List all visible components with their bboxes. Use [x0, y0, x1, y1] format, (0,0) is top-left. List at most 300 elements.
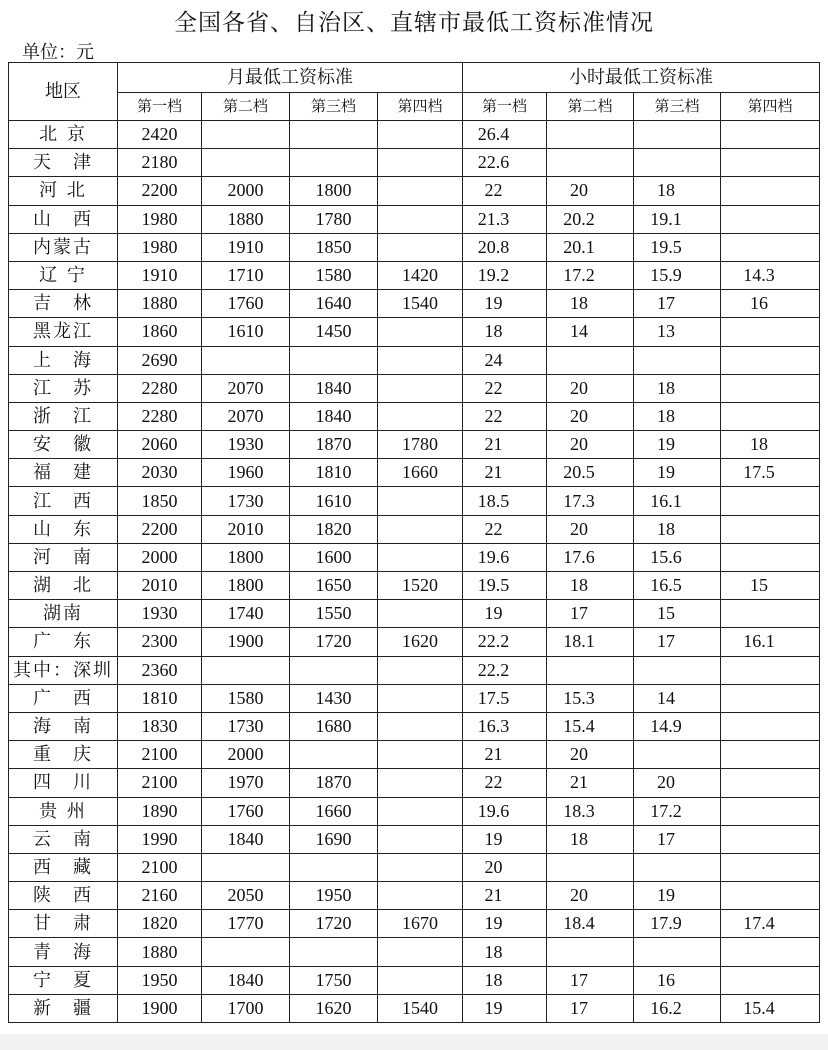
hourly-tier-2-cell: 18 — [547, 290, 634, 318]
hourly-tier-4-cell: 16 — [721, 290, 820, 318]
monthly-tier-3-cell: 1950 — [290, 882, 378, 910]
hourly-tier-3-cell: 19 — [634, 431, 721, 459]
table-row — [9, 543, 820, 571]
monthly-tier-3-cell: 1840 — [290, 374, 378, 402]
monthly-tier-2-cell: 1770 — [202, 910, 290, 938]
monthly-tier-4-cell: 1520 — [378, 572, 463, 600]
monthly-tier-1-cell: 1980 — [118, 205, 202, 233]
monthly-tier-1-cell: 2420 — [118, 121, 202, 149]
region-cell: 贵 州 — [9, 797, 118, 825]
monthly-tier-3-cell — [290, 853, 378, 881]
region-cell: 湖 北 — [9, 572, 118, 600]
monthly-tier-4-cell: 1540 — [378, 994, 463, 1022]
hourly-tier-3-cell — [634, 121, 721, 149]
monthly-tier-2-cell: 2070 — [202, 402, 290, 430]
hourly-tier-2-cell: 20 — [547, 177, 634, 205]
monthly-tier-2-cell: 2050 — [202, 882, 290, 910]
monthly-tier-3-cell: 1800 — [290, 177, 378, 205]
hourly-tier-3-cell — [634, 741, 721, 769]
monthly-tier-1-cell: 2010 — [118, 572, 202, 600]
monthly-tier-2-cell: 1910 — [202, 233, 290, 261]
monthly-tier-3-header: 第三档 — [290, 93, 378, 121]
table-row — [9, 853, 820, 881]
table-row — [9, 572, 820, 600]
region-cell: 北 京 — [9, 121, 118, 149]
hourly-tier-2-cell: 20 — [547, 402, 634, 430]
hourly-tier-4-cell — [721, 656, 820, 684]
hourly-tier-3-cell: 18 — [634, 402, 721, 430]
table-row — [9, 628, 820, 656]
hourly-tier-1-cell: 19 — [463, 910, 547, 938]
hourly-tier-4-cell: 14.3 — [721, 261, 820, 289]
hourly-tier-3-cell: 19 — [634, 882, 721, 910]
hourly-tier-4-cell — [721, 966, 820, 994]
monthly-tier-3-cell: 1610 — [290, 487, 378, 515]
monthly-tier-2-cell — [202, 149, 290, 177]
monthly-tier-2-cell: 1970 — [202, 769, 290, 797]
table-row — [9, 346, 820, 374]
hourly-tier-1-cell: 26.4 — [463, 121, 547, 149]
hourly-tier-4-cell: 15.4 — [721, 994, 820, 1022]
table-row — [9, 656, 820, 684]
hourly-tier-3-cell: 17 — [634, 290, 721, 318]
monthly-tier-1-cell: 1860 — [118, 318, 202, 346]
hourly-tier-1-cell: 16.3 — [463, 712, 547, 740]
monthly-tier-3-cell: 1640 — [290, 290, 378, 318]
monthly-tier-3-cell: 1720 — [290, 628, 378, 656]
table-row — [9, 233, 820, 261]
monthly-tier-4-cell: 1660 — [378, 459, 463, 487]
hourly-tier-3-cell: 17.9 — [634, 910, 721, 938]
hourly-tier-2-cell: 17.2 — [547, 261, 634, 289]
hourly-tier-3-cell: 18 — [634, 374, 721, 402]
hourly-tier-1-cell: 19 — [463, 600, 547, 628]
monthly-tier-3-cell: 1680 — [290, 712, 378, 740]
monthly-tier-3-cell — [290, 149, 378, 177]
hourly-tier-3-cell: 17 — [634, 628, 721, 656]
hourly-tier-4-cell — [721, 938, 820, 966]
monthly-tier-3-cell: 1650 — [290, 572, 378, 600]
hourly-tier-2-cell — [547, 853, 634, 881]
hourly-tier-2-cell: 17.6 — [547, 543, 634, 571]
hourly-tier-3-cell: 16.5 — [634, 572, 721, 600]
hourly-tier-1-cell: 19.5 — [463, 572, 547, 600]
table-row — [9, 459, 820, 487]
monthly-tier-2-cell: 1710 — [202, 261, 290, 289]
monthly-tier-2-cell: 1800 — [202, 543, 290, 571]
hourly-tier-2-cell: 20.5 — [547, 459, 634, 487]
hourly-tier-3-cell: 18 — [634, 177, 721, 205]
monthly-tier-4-cell — [378, 853, 463, 881]
monthly-tier-3-cell: 1600 — [290, 543, 378, 571]
hourly-tier-4-cell — [721, 177, 820, 205]
monthly-tier-4-cell — [378, 656, 463, 684]
monthly-tier-4-cell — [378, 712, 463, 740]
minimum-wage-table — [8, 62, 820, 1023]
hourly-tier-2-cell: 17 — [547, 994, 634, 1022]
table-row — [9, 994, 820, 1022]
hourly-tier-1-cell: 19.6 — [463, 543, 547, 571]
monthly-tier-1-header: 第一档 — [118, 93, 202, 121]
region-cell: 辽 宁 — [9, 261, 118, 289]
monthly-tier-1-cell: 2280 — [118, 374, 202, 402]
hourly-tier-4-cell — [721, 346, 820, 374]
hourly-tier-2-cell: 20 — [547, 741, 634, 769]
hourly-tier-1-cell: 22.6 — [463, 149, 547, 177]
hourly-tier-3-cell: 15 — [634, 600, 721, 628]
region-cell: 安 徽 — [9, 431, 118, 459]
table-row — [9, 261, 820, 289]
monthly-tier-1-cell: 1980 — [118, 233, 202, 261]
hourly-tier-3-cell: 20 — [634, 769, 721, 797]
monthly-tier-1-cell: 1910 — [118, 261, 202, 289]
hourly-tier-3-cell: 19 — [634, 459, 721, 487]
table-row — [9, 431, 820, 459]
monthly-tier-2-cell: 1800 — [202, 572, 290, 600]
region-cell: 重 庆 — [9, 741, 118, 769]
hourly-tier-2-cell — [547, 938, 634, 966]
monthly-tier-1-cell: 2030 — [118, 459, 202, 487]
monthly-tier-4-cell — [378, 797, 463, 825]
hourly-tier-1-cell: 21 — [463, 459, 547, 487]
hourly-tier-1-cell: 22.2 — [463, 656, 547, 684]
monthly-tier-2-cell: 1730 — [202, 487, 290, 515]
hourly-header: 小时最低工资标准 — [463, 63, 820, 93]
monthly-tier-1-cell: 2200 — [118, 177, 202, 205]
region-cell: 西 藏 — [9, 853, 118, 881]
hourly-tier-2-cell — [547, 121, 634, 149]
monthly-tier-2-cell — [202, 853, 290, 881]
monthly-tier-4-cell — [378, 177, 463, 205]
hourly-tier-4-cell — [721, 515, 820, 543]
hourly-tier-3-cell: 14 — [634, 684, 721, 712]
hourly-tier-2-cell: 20 — [547, 374, 634, 402]
hourly-tier-4-header: 第四档 — [721, 93, 820, 121]
monthly-tier-3-cell: 1660 — [290, 797, 378, 825]
monthly-tier-4-cell — [378, 543, 463, 571]
region-cell: 其中：深圳 — [9, 656, 118, 684]
monthly-tier-2-cell: 1760 — [202, 290, 290, 318]
hourly-tier-2-cell: 18.4 — [547, 910, 634, 938]
monthly-tier-3-cell: 1820 — [290, 515, 378, 543]
monthly-tier-4-cell — [378, 825, 463, 853]
hourly-tier-4-cell — [721, 233, 820, 261]
monthly-tier-3-cell — [290, 741, 378, 769]
region-cell: 广 东 — [9, 628, 118, 656]
monthly-tier-4-cell — [378, 233, 463, 261]
hourly-tier-4-cell — [721, 882, 820, 910]
hourly-tier-2-cell: 15.3 — [547, 684, 634, 712]
monthly-tier-3-cell — [290, 938, 378, 966]
hourly-tier-3-cell: 15.9 — [634, 261, 721, 289]
hourly-tier-4-cell — [721, 543, 820, 571]
region-cell: 山 东 — [9, 515, 118, 543]
monthly-tier-2-cell: 2010 — [202, 515, 290, 543]
hourly-tier-4-cell — [721, 487, 820, 515]
monthly-tier-2-cell — [202, 938, 290, 966]
bottom-bar — [0, 1034, 828, 1050]
table-row — [9, 149, 820, 177]
table-row — [9, 684, 820, 712]
hourly-tier-2-cell: 20 — [547, 515, 634, 543]
region-cell: 内蒙古 — [9, 233, 118, 261]
monthly-tier-2-cell: 1840 — [202, 825, 290, 853]
monthly-tier-2-cell: 1760 — [202, 797, 290, 825]
monthly-tier-1-cell: 1880 — [118, 290, 202, 318]
monthly-tier-4-cell — [378, 684, 463, 712]
monthly-tier-3-cell: 1690 — [290, 825, 378, 853]
page-title: 全国各省、自治区、直辖市最低工资标准情况 — [174, 10, 654, 36]
monthly-tier-1-cell: 2300 — [118, 628, 202, 656]
monthly-tier-1-cell: 1930 — [118, 600, 202, 628]
hourly-tier-4-cell: 18 — [721, 431, 820, 459]
monthly-tier-3-cell: 1810 — [290, 459, 378, 487]
monthly-tier-2-header: 第二档 — [202, 93, 290, 121]
monthly-tier-3-cell: 1850 — [290, 233, 378, 261]
monthly-tier-4-cell — [378, 938, 463, 966]
monthly-tier-4-cell: 1540 — [378, 290, 463, 318]
monthly-tier-1-cell: 2000 — [118, 543, 202, 571]
monthly-tier-3-cell: 1780 — [290, 205, 378, 233]
monthly-tier-3-cell: 1580 — [290, 261, 378, 289]
hourly-tier-1-cell: 22 — [463, 769, 547, 797]
hourly-tier-1-cell: 22.2 — [463, 628, 547, 656]
monthly-tier-3-cell — [290, 346, 378, 374]
hourly-tier-1-cell: 22 — [463, 402, 547, 430]
monthly-tier-4-cell — [378, 600, 463, 628]
hourly-tier-2-cell: 18.1 — [547, 628, 634, 656]
table-row — [9, 290, 820, 318]
hourly-tier-2-cell: 20 — [547, 431, 634, 459]
monthly-tier-3-cell: 1750 — [290, 966, 378, 994]
monthly-tier-4-cell: 1780 — [378, 431, 463, 459]
region-cell: 广 西 — [9, 684, 118, 712]
monthly-tier-4-cell — [378, 741, 463, 769]
table-row — [9, 121, 820, 149]
table-row — [9, 712, 820, 740]
monthly-tier-2-cell: 2070 — [202, 374, 290, 402]
monthly-tier-2-cell: 1700 — [202, 994, 290, 1022]
hourly-tier-2-cell — [547, 346, 634, 374]
monthly-tier-4-cell — [378, 121, 463, 149]
hourly-tier-1-cell: 20.8 — [463, 233, 547, 261]
hourly-tier-4-cell: 15 — [721, 572, 820, 600]
hourly-tier-4-cell — [721, 149, 820, 177]
monthly-tier-1-cell: 2690 — [118, 346, 202, 374]
monthly-tier-1-cell: 2280 — [118, 402, 202, 430]
hourly-tier-3-cell: 19.1 — [634, 205, 721, 233]
table-row — [9, 966, 820, 994]
hourly-tier-3-header: 第三档 — [634, 93, 721, 121]
monthly-tier-2-cell: 1930 — [202, 431, 290, 459]
monthly-tier-2-cell: 2000 — [202, 741, 290, 769]
table-body — [9, 121, 820, 1023]
hourly-tier-3-cell: 18 — [634, 515, 721, 543]
monthly-tier-4-cell: 1420 — [378, 261, 463, 289]
monthly-tier-2-cell: 1580 — [202, 684, 290, 712]
region-cell: 山 西 — [9, 205, 118, 233]
region-cell: 江 西 — [9, 487, 118, 515]
region-cell: 甘 肃 — [9, 910, 118, 938]
region-header: 地区 — [9, 63, 118, 121]
monthly-tier-4-cell — [378, 205, 463, 233]
monthly-tier-4-cell — [378, 515, 463, 543]
hourly-tier-2-cell: 17 — [547, 600, 634, 628]
hourly-tier-4-cell — [721, 853, 820, 881]
monthly-tier-3-cell: 1840 — [290, 402, 378, 430]
region-cell: 天 津 — [9, 149, 118, 177]
hourly-tier-2-cell: 18.3 — [547, 797, 634, 825]
table-row — [9, 205, 820, 233]
hourly-tier-4-cell — [721, 797, 820, 825]
monthly-tier-2-cell — [202, 346, 290, 374]
monthly-tier-1-cell: 2100 — [118, 853, 202, 881]
monthly-tier-1-cell: 2060 — [118, 431, 202, 459]
hourly-tier-4-cell — [721, 684, 820, 712]
hourly-tier-1-cell: 21 — [463, 882, 547, 910]
hourly-tier-2-cell: 18 — [547, 825, 634, 853]
hourly-tier-3-cell: 16.2 — [634, 994, 721, 1022]
monthly-tier-3-cell: 1620 — [290, 994, 378, 1022]
region-cell: 陕 西 — [9, 882, 118, 910]
table-row — [9, 825, 820, 853]
table-row — [9, 374, 820, 402]
monthly-tier-4-cell — [378, 149, 463, 177]
hourly-tier-3-cell — [634, 853, 721, 881]
region-cell: 湖南 — [9, 600, 118, 628]
hourly-tier-1-cell: 21 — [463, 431, 547, 459]
monthly-tier-3-cell: 1430 — [290, 684, 378, 712]
hourly-tier-1-cell: 18 — [463, 966, 547, 994]
monthly-tier-4-cell — [378, 318, 463, 346]
table-row — [9, 600, 820, 628]
monthly-tier-4-cell: 1620 — [378, 628, 463, 656]
table-row — [9, 882, 820, 910]
hourly-tier-3-cell: 17 — [634, 825, 721, 853]
monthly-tier-1-cell: 1830 — [118, 712, 202, 740]
hourly-tier-1-cell: 21.3 — [463, 205, 547, 233]
region-cell: 河 北 — [9, 177, 118, 205]
monthly-tier-4-cell: 1670 — [378, 910, 463, 938]
region-cell: 浙 江 — [9, 402, 118, 430]
monthly-tier-4-cell — [378, 966, 463, 994]
region-cell: 宁 夏 — [9, 966, 118, 994]
hourly-tier-1-cell: 20 — [463, 853, 547, 881]
monthly-tier-1-cell: 1850 — [118, 487, 202, 515]
monthly-tier-2-cell: 1840 — [202, 966, 290, 994]
hourly-tier-1-cell: 18.5 — [463, 487, 547, 515]
hourly-tier-3-cell: 15.6 — [634, 543, 721, 571]
table-row — [9, 769, 820, 797]
hourly-tier-1-header: 第一档 — [463, 93, 547, 121]
hourly-tier-3-cell: 13 — [634, 318, 721, 346]
table-row — [9, 515, 820, 543]
hourly-tier-1-cell: 21 — [463, 741, 547, 769]
table-row — [9, 938, 820, 966]
table-row — [9, 487, 820, 515]
monthly-tier-2-cell: 1900 — [202, 628, 290, 656]
hourly-tier-4-cell: 16.1 — [721, 628, 820, 656]
hourly-tier-4-cell: 17.4 — [721, 910, 820, 938]
table-row — [9, 318, 820, 346]
region-cell: 江 苏 — [9, 374, 118, 402]
region-cell: 黑龙江 — [9, 318, 118, 346]
hourly-tier-1-cell: 22 — [463, 515, 547, 543]
monthly-tier-3-cell: 1870 — [290, 431, 378, 459]
table-row — [9, 797, 820, 825]
hourly-tier-2-cell: 20.2 — [547, 205, 634, 233]
monthly-tier-3-cell — [290, 656, 378, 684]
region-cell: 福 建 — [9, 459, 118, 487]
hourly-tier-3-cell: 19.5 — [634, 233, 721, 261]
monthly-tier-1-cell: 2200 — [118, 515, 202, 543]
monthly-tier-4-cell — [378, 374, 463, 402]
hourly-tier-1-cell: 19 — [463, 994, 547, 1022]
monthly-tier-4-cell — [378, 882, 463, 910]
hourly-tier-2-cell: 15.4 — [547, 712, 634, 740]
monthly-tier-1-cell: 2180 — [118, 149, 202, 177]
hourly-tier-1-cell: 24 — [463, 346, 547, 374]
region-cell: 新 疆 — [9, 994, 118, 1022]
hourly-tier-3-cell — [634, 938, 721, 966]
monthly-tier-2-cell — [202, 656, 290, 684]
monthly-tier-1-cell: 1950 — [118, 966, 202, 994]
monthly-tier-3-cell: 1870 — [290, 769, 378, 797]
monthly-tier-1-cell: 1890 — [118, 797, 202, 825]
monthly-tier-4-cell — [378, 402, 463, 430]
hourly-tier-2-cell: 14 — [547, 318, 634, 346]
unit-label: 单位：元 — [22, 42, 94, 63]
hourly-tier-2-cell: 20 — [547, 882, 634, 910]
monthly-tier-1-cell: 2160 — [118, 882, 202, 910]
monthly-tier-1-cell: 1900 — [118, 994, 202, 1022]
monthly-tier-2-cell: 1730 — [202, 712, 290, 740]
hourly-tier-2-cell — [547, 149, 634, 177]
hourly-tier-4-cell — [721, 374, 820, 402]
monthly-header: 月最低工资标准 — [118, 63, 463, 93]
hourly-tier-1-cell: 19.6 — [463, 797, 547, 825]
hourly-tier-4-cell — [721, 121, 820, 149]
hourly-tier-3-cell — [634, 149, 721, 177]
hourly-tier-4-cell — [721, 769, 820, 797]
hourly-tier-4-cell — [721, 600, 820, 628]
monthly-tier-1-cell: 1820 — [118, 910, 202, 938]
hourly-tier-4-cell: 17.5 — [721, 459, 820, 487]
monthly-tier-4-cell — [378, 346, 463, 374]
monthly-tier-3-cell: 1450 — [290, 318, 378, 346]
hourly-tier-4-cell — [721, 318, 820, 346]
monthly-tier-3-cell: 1550 — [290, 600, 378, 628]
region-cell: 河 南 — [9, 543, 118, 571]
hourly-tier-1-cell: 18 — [463, 318, 547, 346]
table-row — [9, 910, 820, 938]
hourly-tier-2-cell: 18 — [547, 572, 634, 600]
hourly-tier-3-cell: 14.9 — [634, 712, 721, 740]
hourly-tier-2-cell: 20.1 — [547, 233, 634, 261]
hourly-tier-2-cell — [547, 656, 634, 684]
table-row — [9, 177, 820, 205]
region-cell: 青 海 — [9, 938, 118, 966]
hourly-tier-4-cell — [721, 825, 820, 853]
region-cell: 上 海 — [9, 346, 118, 374]
region-cell: 四 川 — [9, 769, 118, 797]
monthly-tier-2-cell: 1740 — [202, 600, 290, 628]
hourly-tier-2-cell: 17 — [547, 966, 634, 994]
hourly-tier-4-cell — [721, 402, 820, 430]
region-cell: 云 南 — [9, 825, 118, 853]
hourly-tier-1-cell: 19.2 — [463, 261, 547, 289]
hourly-tier-1-cell: 22 — [463, 177, 547, 205]
